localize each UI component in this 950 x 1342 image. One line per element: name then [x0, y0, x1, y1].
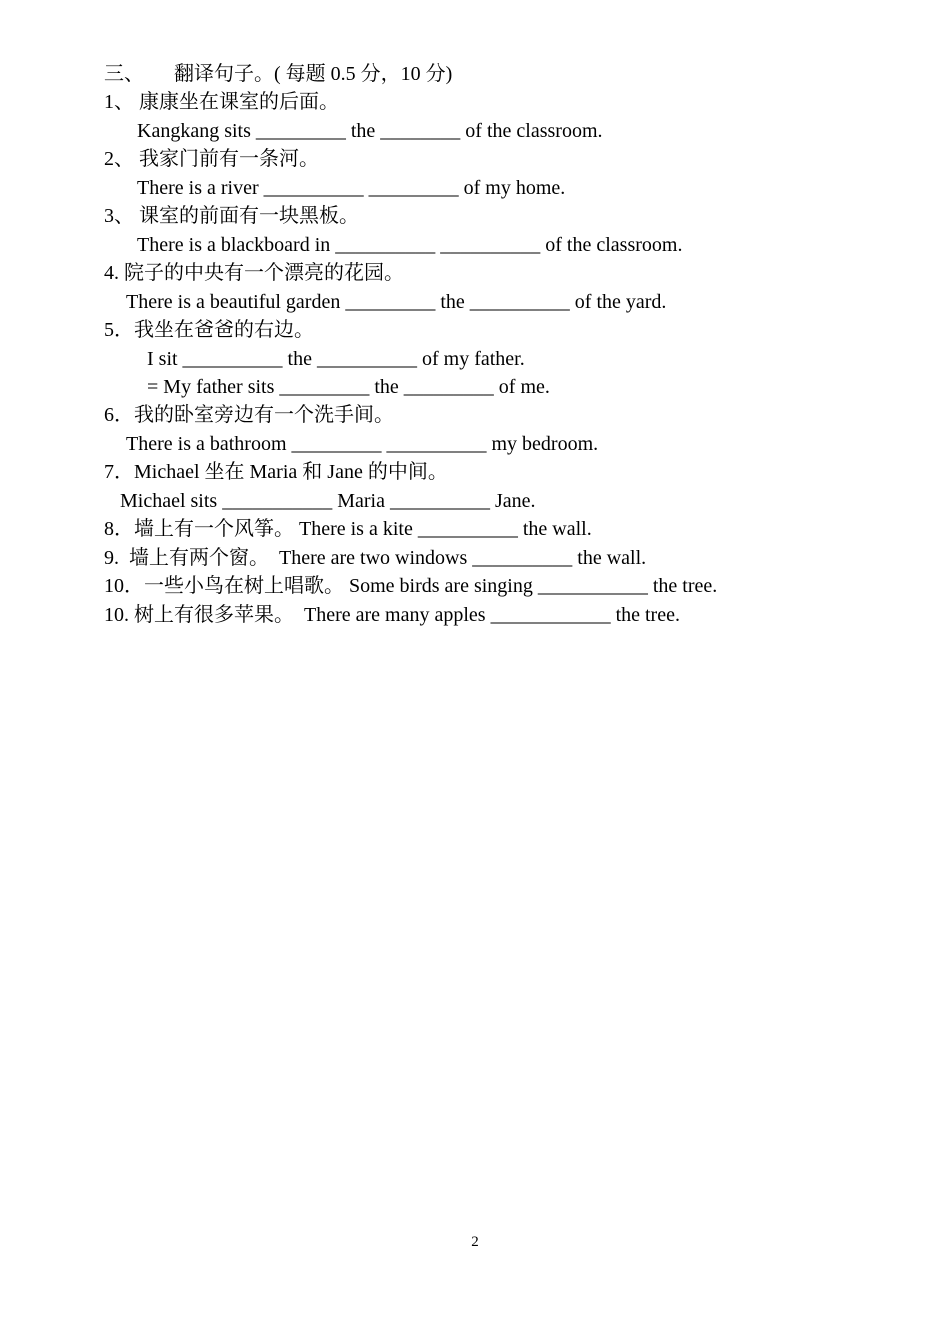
question-5-english-a: I sit __________ the __________ of my father. — [147, 348, 525, 370]
question-7-english: Michael sits ___________ Maria __________ Jane. — [120, 490, 536, 512]
question-4-english: There is a beautiful garden _________ the __________ of the yard. — [126, 291, 667, 313]
question-1-chinese: 1、 康康坐在课室的后面。 — [104, 91, 339, 113]
question-4-chinese: 4. 院子的中央有一个漂亮的花园。 — [104, 262, 404, 284]
question-10a: 10．一些小鸟在树上唱歌。 Some birds are singing ___________ the tree. — [104, 575, 718, 597]
question-3-chinese: 3、 课室的前面有一块黑板。 — [104, 205, 359, 227]
question-7-chinese: 7．Michael 坐在 Maria 和 Jane 的中间。 — [104, 461, 448, 483]
question-5-english-b: = My father sits _________ the _________ of me. — [147, 376, 550, 398]
page-number: 2 — [471, 1234, 479, 1250]
question-5-chinese: 5．我坐在爸爸的右边。 — [104, 319, 314, 341]
section-title: 三、 翻译句子。( 每题 0.5 分，10 分) — [104, 63, 453, 85]
question-1-english: Kangkang sits _________ the ________ of the classroom. — [137, 120, 603, 142]
question-10b: 10. 树上有很多苹果。 There are many apples ____________ the tree. — [104, 604, 680, 626]
question-8: 8．墙上有一个风筝。 There is a kite __________ the wall. — [104, 518, 592, 540]
question-6-chinese: 6．我的卧室旁边有一个洗手间。 — [104, 404, 394, 426]
question-2-chinese: 2、 我家门前有一条河。 — [104, 148, 319, 170]
question-6-english: There is a bathroom _________ __________ my bedroom. — [126, 433, 599, 455]
question-3-english: There is a blackboard in __________ __________ of the classroom. — [137, 234, 683, 256]
question-9: 9. 墙上有两个窗。 There are two windows __________ the wall. — [104, 547, 647, 569]
question-2-english: There is a river __________ _________ of my home. — [137, 177, 566, 199]
